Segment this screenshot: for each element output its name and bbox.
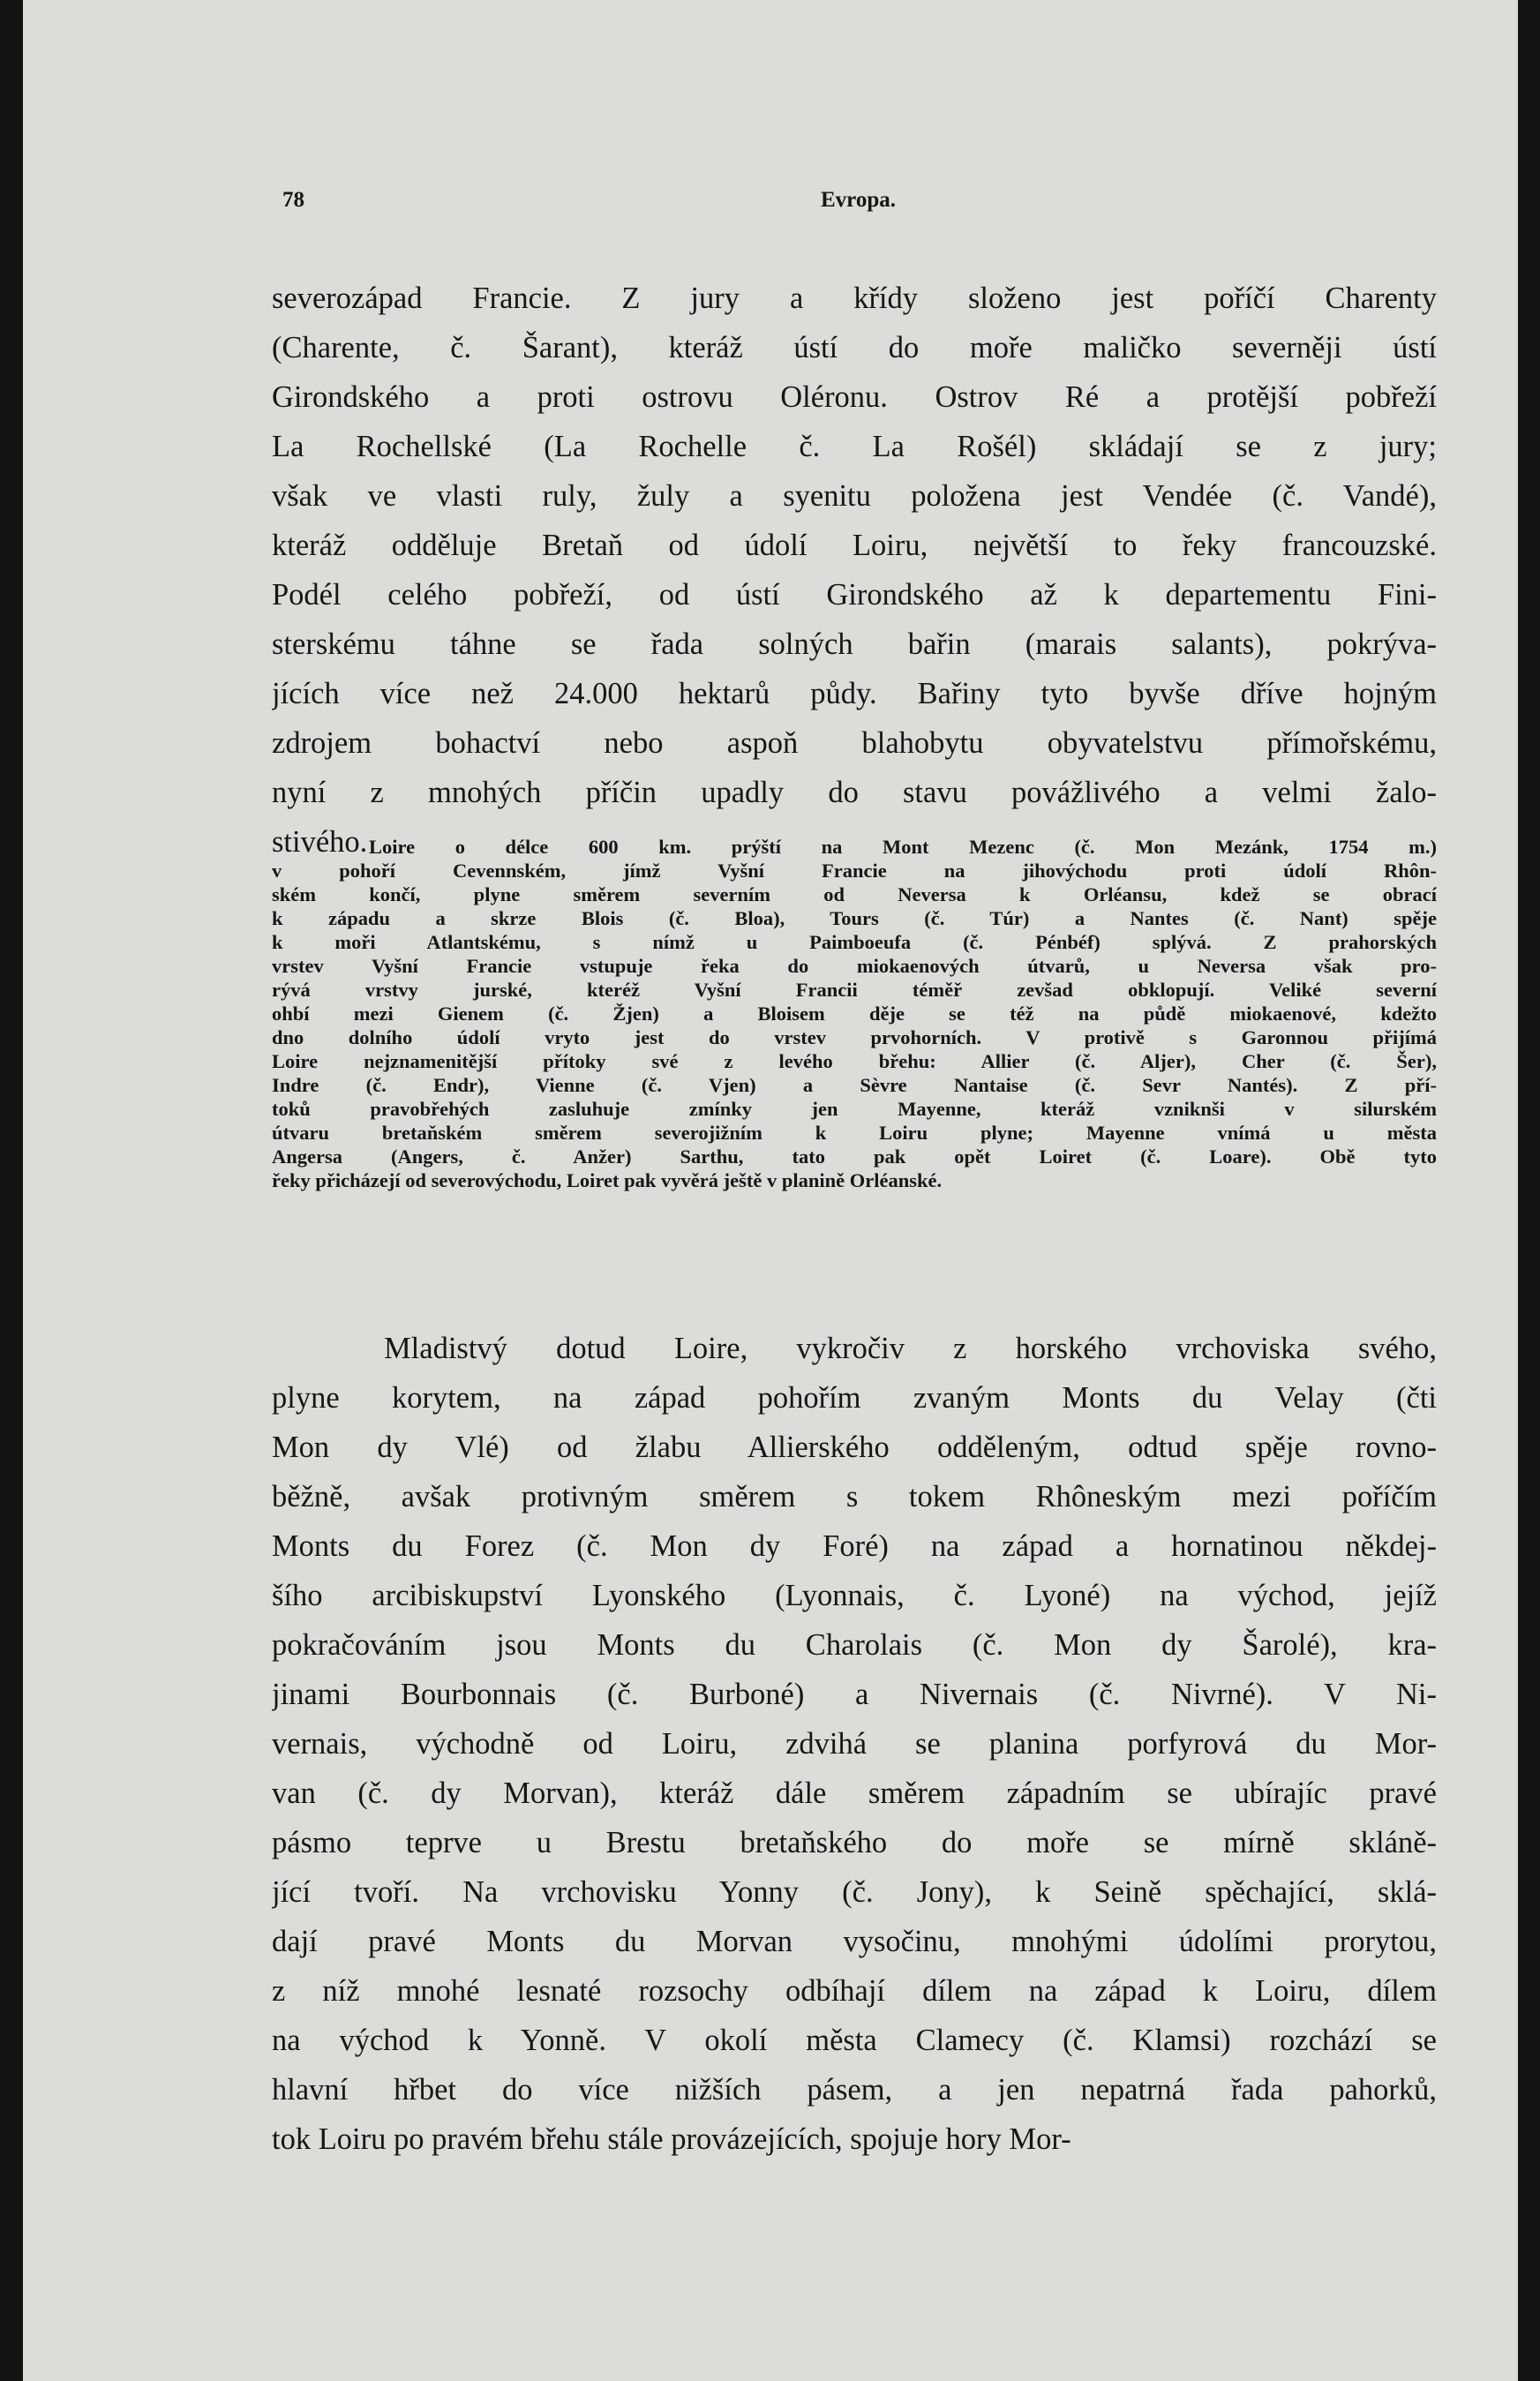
paragraph-3 — [272, 1324, 1437, 2164]
text-line: Indre (č. Endr), Vienne (č. Vjen) a Sèvre Nantaise (č. Sevr Nantés). Z pří- — [272, 1074, 1437, 1096]
text-line: k západu a skrze Blois (č. Bloa), Tours (č. Túr) a Nantes (č. Nant) spěje — [272, 907, 1437, 929]
text-line: zdrojem bohactví nebo aspoň blahobytu obyvatelstvu přímořskému, — [272, 726, 1437, 760]
text-line: v pohoří Cevennském, jímž Vyšní Francie na jihovýchodu proti údolí Rhôn- — [272, 860, 1437, 882]
text-line: kteráž odděluje Bretaň od údolí Loiru, největší to řeky francouzské. — [272, 529, 1437, 562]
text-line: stivého. — [272, 825, 368, 859]
text-line: vrstev Vyšní Francie vstupuje řeka do miokaenových útvarů, u Neversa však pro- — [272, 955, 1437, 977]
text-line: nyní z mnohých příčin upadly do stavu povážlivého a velmi žalo- — [272, 776, 1437, 809]
text-line: rývá vrstvy jurské, kteréž Vyšní Francii téměř zevšad obklopují. Veliké severní — [272, 979, 1437, 1001]
text-line: severozápad Francie. Z jury a křídy složeno jest poříčí Charenty — [272, 282, 1437, 315]
text-line: plyne korytem, na západ pohořím zvaným Monts du Velay (čti — [272, 1381, 1437, 1415]
text-line: tok Loiru po pravém břehu stále provázejících, spojuje hory Mor- — [272, 2122, 1071, 2156]
text-line: ském končí, plyne směrem severním od Neversa k Orléansu, kdež se obrací — [272, 883, 1437, 905]
text-line: Mon dy Vlé) od žlabu Allierského odděleným, odtud spěje rovno- — [272, 1431, 1437, 1464]
text-line: Monts du Forez (č. Mon dy Foré) na západ a hornatinou někdej- — [272, 1529, 1437, 1563]
text-line: řeky přicházejí od severovýchodu, Loiret pak vyvěrá ještě v planině Orléanské. — [272, 1169, 943, 1191]
text-line: z níž mnohé lesnaté rozsochy odbíhají dílem na západ k Loiru, dílem — [272, 1974, 1437, 2008]
text-line: k moři Atlantskému, s nímž u Paimboeufa (č. Pénbéf) splývá. Z prahorských — [272, 931, 1437, 953]
page-number: 78 — [282, 188, 304, 212]
text-line: útvaru bretaňském směrem severojižním k Loiru plyne; Mayenne vnímá u města — [272, 1122, 1437, 1144]
text-line: jící tvoří. Na vrchovisku Yonny (č. Jony), k Seině spěchající, sklá- — [272, 1875, 1437, 1909]
footnote-paragraph — [272, 835, 1437, 1192]
text-line: jících více než 24.000 hektarů půdy. Bařiny tyto byvše dříve hojným — [272, 677, 1437, 710]
book-page — [23, 0, 1518, 2381]
text-line: Mladistvý dotud Loire, vykročiv z horského vrchoviska svého, — [384, 1332, 1437, 1365]
text-line: Girondského a proti ostrovu Oléronu. Ostrov Ré a protější pobřeží — [272, 380, 1437, 414]
text-line: vernais, východně od Loiru, zdvihá se planina porfyrová du Mor- — [272, 1727, 1437, 1761]
text-line: (Charente, č. Šarant), kteráž ústí do moře maličko severněji ústí — [272, 331, 1437, 364]
text-line: jinami Bourbonnais (č. Burboné) a Nivernais (č. Nivrné). V Ni- — [272, 1678, 1437, 1711]
text-line: Angersa (Angers, č. Anžer) Sarthu, tato pak opět Loiret (č. Loare). Obě tyto — [272, 1145, 1437, 1168]
text-line: běžně, avšak protivným směrem s tokem Rhôneským mezi poříčím — [272, 1480, 1437, 1513]
text-line: La Rochellské (La Rochelle č. La Rošél) skládají se z jury; — [272, 430, 1437, 463]
text-line: šího arcibiskupství Lyonského (Lyonnais, č. Lyoné) na východ, jejíž — [272, 1579, 1437, 1612]
text-line: Loire nejznamenitější přítoky své z levého břehu: Allier (č. Aljer), Cher (č. Šer), — [272, 1050, 1437, 1072]
text-line: ohbí mezi Gienem (č. Žjen) a Bloisem děje se též na půdě miokaenové, kdežto — [272, 1003, 1437, 1025]
text-line: hlavní hřbet do více nižších pásem, a jen nepatrná řada pahorků, — [272, 2073, 1437, 2107]
running-title: Evropa. — [821, 188, 896, 212]
text-line: sterskému táhne se řada solných bařin (marais salants), pokrýva- — [272, 627, 1437, 661]
text-line: Podél celého pobřeží, od ústí Girondského až k departementu Fini- — [272, 578, 1437, 612]
text-line: však ve vlasti ruly, žuly a syenitu položena jest Vendée (č. Vandé), — [272, 479, 1437, 513]
text-line: toků pravobřehých zasluhuje zmínky jen Mayenne, kteráž vzniknši v silurském — [272, 1098, 1437, 1120]
text-line: Loire o délce 600 km. prýští na Mont Mezenc (č. Mon Mezánk, 1754 m.) — [369, 836, 1437, 858]
page-header — [282, 188, 1434, 223]
text-line: pokračováním jsou Monts du Charolais (č. Mon dy Šarolé), kra- — [272, 1628, 1437, 1662]
text-line: dno dolního údolí vryto jest do vrstev prvohorních. V protivě s Garonnou přijímá — [272, 1026, 1437, 1048]
text-line: dají pravé Monts du Morvan vysočinu, mnohými údolími prorytou, — [272, 1925, 1437, 1958]
text-line: pásmo teprve u Brestu bretaňského do moře se mírně skláně- — [272, 1826, 1437, 1859]
text-line: na východ k Yonně. V okolí města Clamecy (č. Klamsi) rozchází se — [272, 2024, 1437, 2057]
text-line: van (č. dy Morvan), kteráž dále směrem západním se ubírajíc pravé — [272, 1776, 1437, 1810]
paragraph-1 — [272, 274, 1437, 867]
